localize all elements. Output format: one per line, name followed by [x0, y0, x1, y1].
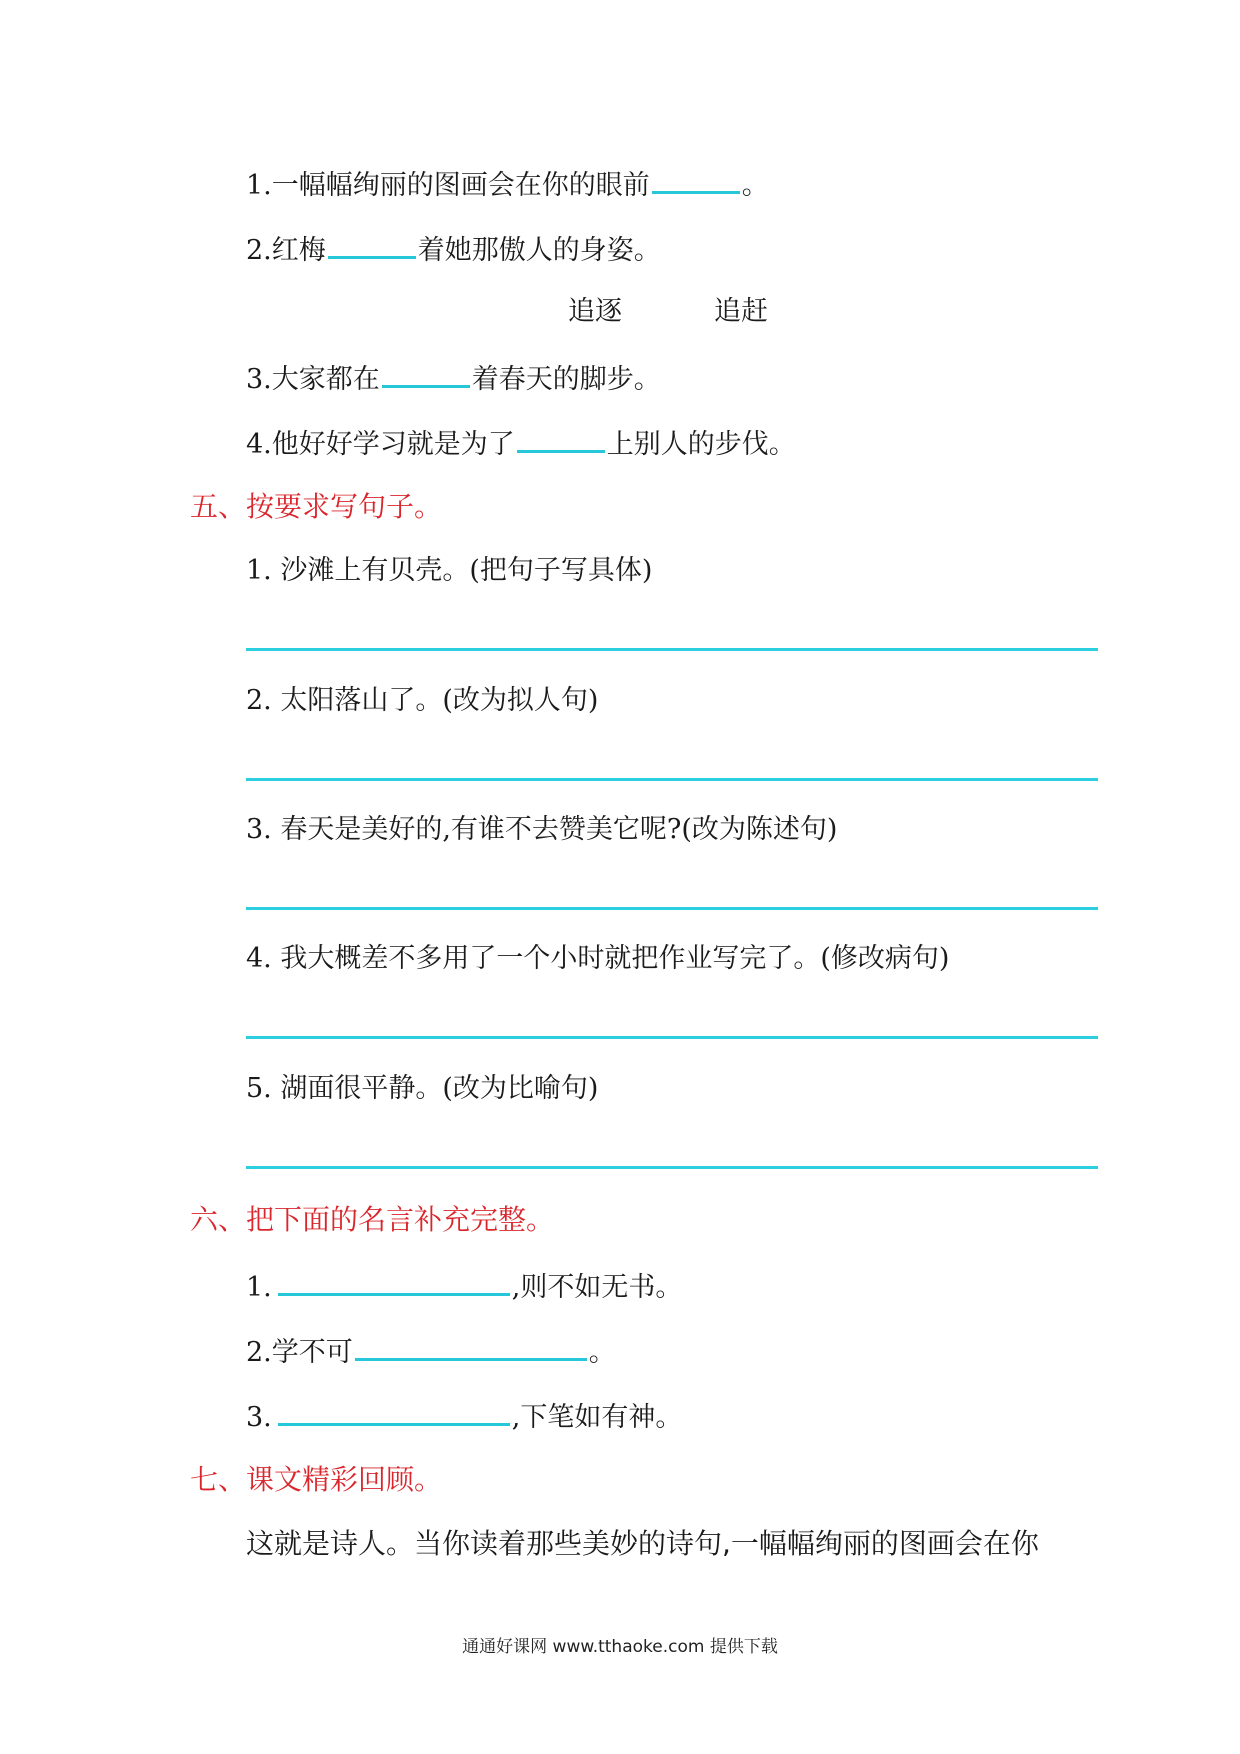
fill-blank[interactable] [382, 359, 470, 388]
item-text-after: 。 [741, 170, 769, 201]
sentence-task-2: 2. 太阳落山了。(改为拟人句) [246, 685, 599, 716]
item-text-after: ,下笔如有神。 [511, 1402, 683, 1433]
fill-blank[interactable] [328, 230, 416, 259]
answer-line-4[interactable] [246, 1036, 1098, 1039]
item-text-after: 着她那傲人的身姿。 [417, 235, 661, 266]
answer-line-2[interactable] [246, 778, 1098, 781]
fill-item-2 [246, 230, 661, 269]
sentence-task-4: 4. 我大概差不多用了一个小时就把作业写完了。(修改病句) [246, 943, 950, 974]
item-text-after: 着春天的脚步。 [471, 364, 661, 395]
answer-line-1[interactable] [246, 648, 1098, 651]
quote-item-3 [246, 1397, 682, 1436]
fill-blank[interactable] [355, 1332, 587, 1361]
item-text-before: 他好好学习就是为了 [271, 429, 515, 460]
item-text-before: 大家都在 [271, 364, 380, 395]
item-text-before: 学不可 [271, 1337, 353, 1368]
item-number: 2. [246, 1337, 272, 1368]
sentence-task-3: 3. 春天是美好的,有谁不去赞美它呢?(改为陈述句) [246, 814, 838, 845]
item-text-after: 。 [588, 1337, 616, 1368]
fill-blank[interactable] [278, 1267, 510, 1296]
fill-blank[interactable] [652, 165, 740, 194]
item-text-after: 上别人的步伐。 [606, 429, 796, 460]
item-number: 2. [246, 235, 272, 266]
word-option-1: 追逐 [568, 296, 622, 327]
item-text-after: ,则不如无书。 [511, 1272, 683, 1303]
item-text-before: 一幅幅绚丽的图画会在你的眼前 [271, 170, 650, 201]
answer-line-5[interactable] [246, 1166, 1098, 1169]
item-number: 4. [246, 429, 272, 460]
fill-item-1 [246, 165, 769, 204]
section-7-title: 七、课文精彩回顾。 [190, 1463, 443, 1496]
item-number: 3. [246, 364, 272, 395]
item-number: 1. [246, 170, 272, 201]
fill-blank[interactable] [517, 424, 605, 453]
fill-item-3 [246, 359, 661, 398]
answer-line-3[interactable] [246, 907, 1098, 910]
section-5-title: 五、按要求写句子。 [190, 490, 443, 523]
sentence-task-1: 1. 沙滩上有贝壳。(把句子写具体) [246, 555, 653, 586]
item-number: 3. [246, 1402, 272, 1433]
sentence-task-5: 5. 湖面很平静。(改为比喻句) [246, 1073, 599, 1104]
item-number: 1. [246, 1272, 272, 1303]
fill-blank[interactable] [278, 1397, 510, 1426]
passage-text: 这就是诗人。当你读着那些美妙的诗句,一幅幅绚丽的图画会在你 [246, 1527, 1039, 1560]
section-6-title: 六、把下面的名言补充完整。 [190, 1203, 555, 1236]
quote-item-2 [246, 1332, 616, 1371]
word-option-2: 追赶 [714, 296, 768, 327]
fill-item-4 [246, 424, 796, 463]
quote-item-1 [246, 1267, 682, 1306]
page-footer: 通通好课网 www.tthaoke.com 提供下载 [462, 1637, 778, 1657]
item-text-before: 红梅 [271, 235, 326, 266]
